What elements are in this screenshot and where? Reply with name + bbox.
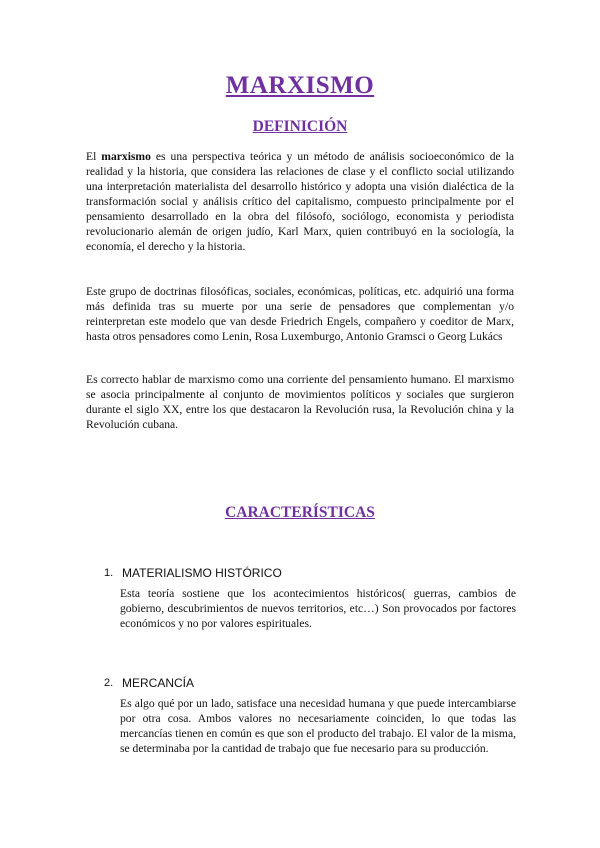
section-heading-definicion: DEFINICIÓN xyxy=(252,118,348,135)
list-item-text: Esta teoría sostiene que los acontecimientos históricos( guerras, cambios de gobierno, descubrimientos de nuevos territorios, etc…) Son provocados por factores económicos y no por valores espirituales. xyxy=(120,587,516,630)
list-item-number: 2. xyxy=(104,677,114,689)
list-item-text: Es algo qué por un lado, satisface una necesidad humana y que puede intercambiarse por otra cosa. Ambos valores no necesariamente coinciden, lo que todas las mercancías tienen en común es que son el producto del trabajo. El valor de la misma, se determinaba por la cantidad de trabajo que fue necesario para su producción. xyxy=(120,697,516,755)
list-item-title: MERCANCÍA xyxy=(122,676,195,690)
list-item-title: MATERIALISMO HISTÓRICO xyxy=(122,566,282,580)
paragraph-rest: es una perspectiva teórica y un método de análisis socioeconómico de la realidad y la historia, que considera las relaciones de clase y el conflicto social utilizando una interpretación materialista del desarrollo histórico y adopta una visión dialéctica de la transformación social y análisis crítico del capitalismo, compuesto principalmente por el pensamiento desarrollado en la obra del filósofo, sociólogo, economista y periodista revolucionario alemán de origen judío, Karl Marx, quien contribuyó en la sociología, la economía, el derecho y la historia. xyxy=(86,150,514,253)
paragraph-definition xyxy=(86,149,514,254)
section-heading-caracteristicas: CARACTERÍSTICAS xyxy=(225,504,375,521)
bold-term-marxismo: marxismo xyxy=(101,150,151,163)
paragraph-prefix: El xyxy=(86,150,102,163)
paragraph-doctrines: Este grupo de doctrinas filosóficas, sociales, económicas, políticas, etc. adquirió una forma más definida tras su muerte por una serie de pensadores que complementan y/o reinterpretan este modelo que van desde Friedrich Engels, compañero y coeditor de Marx, hasta otros pensadores como Lenin, Rosa Luxemburgo, Antonio Gramsci o Georg Lukács xyxy=(86,285,514,343)
document-title: MARXISMO xyxy=(225,72,375,99)
list-item-number: 1. xyxy=(104,567,114,579)
paragraph-current: Es correcto hablar de marxismo como una corriente del pensamiento humano. El marxismo se asocia principalmente al conjunto de movimientos políticos y sociales que surgieron durante el siglo XX, entre los que destacaron la Revolución rusa, la Revolución china y la Revolución cubana. xyxy=(86,373,514,431)
